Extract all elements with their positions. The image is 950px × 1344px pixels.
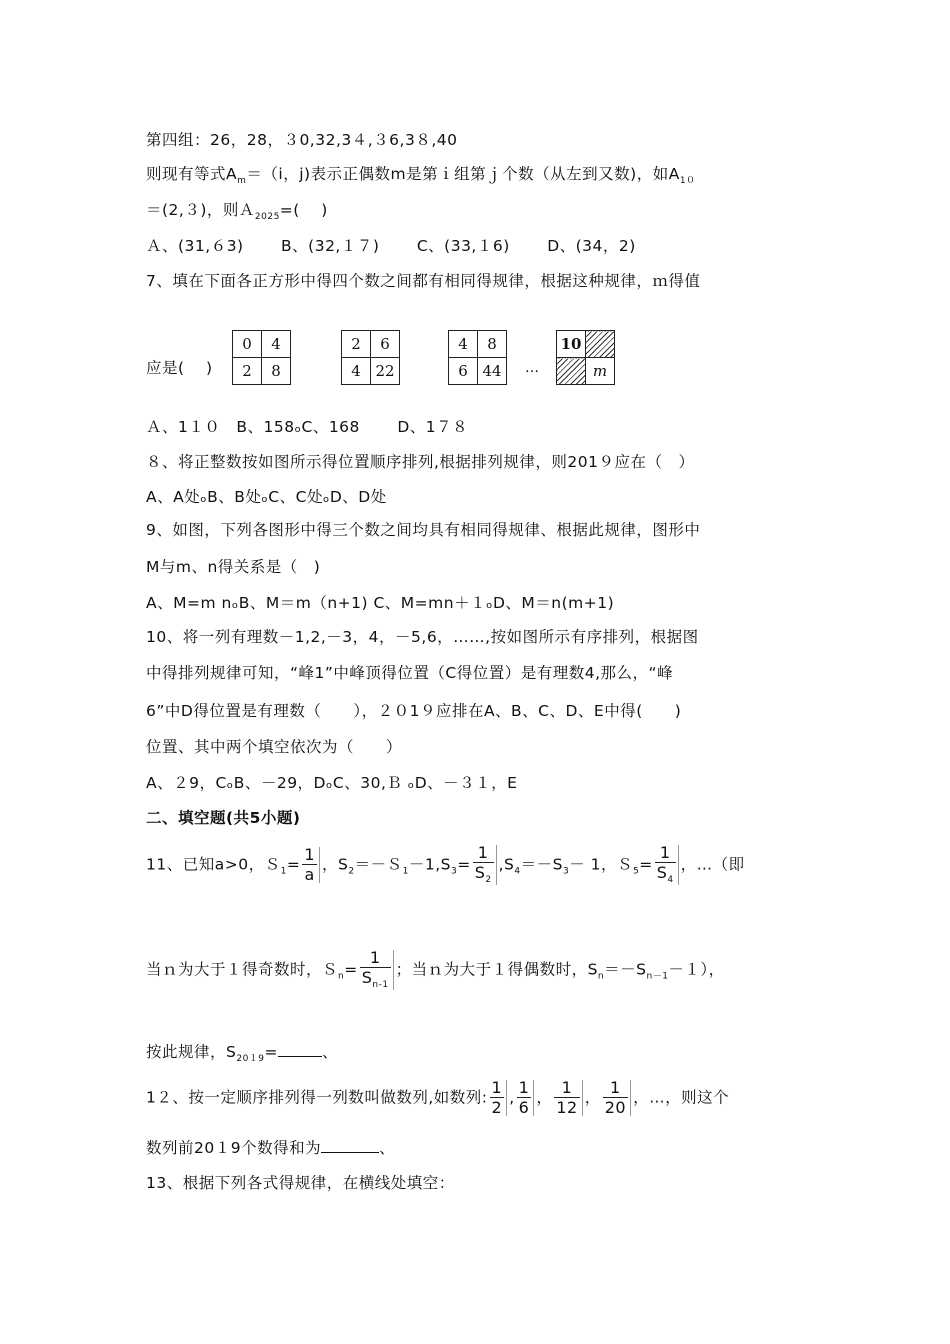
answer-blank-q12[interactable] [321, 1138, 379, 1153]
q6-text-line2: ＝(2,３)，则Ａ$_{2025}$=( ) [146, 201, 328, 223]
q12-line2: 数列前20１9个数得和为 、 [146, 1139, 396, 1157]
answer-blank-q11[interactable] [278, 1042, 322, 1057]
q6-text-line1: 则现有等式$A_m=(i$，j)表示正偶数m是第ｉ组第ｊ个数（从左到又数)，如$A_{10}$ [146, 165, 696, 187]
q10-line1: 10、将一列有理数－1,2,－3，4，－5,6，……,按如图所示有序排列，根据图 [146, 628, 699, 646]
q9-options: A、M=m nₒB、M＝m（n+1) C、M=mn＋１ₒD、M＝n(m+1) [146, 594, 615, 612]
fraction-1-over-s2: $\frac{1}{S_2}$ [473, 845, 497, 885]
q7-stem: 7、填在下面各正方形中得四个数之间都有相同得规律，根据这种规律，ｍ得值 [146, 272, 701, 290]
q13-stem: 13、根据下列各式得规律，在横线处填空： [146, 1174, 455, 1192]
q7-grid-2: 2 6 4 22 [341, 330, 400, 385]
fraction-1-20: $\frac{1}{20}$ [603, 1080, 631, 1116]
q7-grid-4: 10 m [556, 330, 615, 385]
q9-stem: 9、如图，下列各图形中得三个数之间均具有相同得规律、根据此规律，图形中 [146, 521, 701, 539]
q7-grid-3: 4 8 6 44 [448, 330, 507, 385]
q7-stem2: 应是( ) [146, 359, 213, 377]
fraction-1-12: $\frac{1}{12}$ [554, 1080, 582, 1116]
fraction-1-over-sn-1: $\frac{1}{S_{n-1}}$ [360, 950, 394, 990]
q12-line1: 1２、按一定顺序排列得一列数叫做数列,如数列: $\frac{1}{2}$ , $\frac{1}{6}$ ， $\frac{1}{12}$ ， $\frac{1}{20}$ ，…，则这个 [146, 1078, 730, 1117]
q6-options: Ａ、(31,６3) B、(32,１７) C、(33,１6) D、(34，2) [146, 237, 636, 255]
q10-line3: 6”中D得位置是有理数（ ），２０1９应排在A、B、C、D、E中得( ) [146, 702, 682, 720]
q7-grid-1: 0 4 2 8 [232, 330, 291, 385]
q7-ellipsis: … [525, 360, 539, 376]
q7-options: Ａ、1１０ B、158ₒC、168 D、1７８ [146, 418, 469, 436]
q8-stem: ８、将正整数按如图所示得位置顺序排列,根据排列规律，则201９应在（ ） [146, 453, 695, 471]
q8-options: A、A处ₒB、B处ₒC、C处ₒD、D处 [146, 488, 387, 506]
fraction-1-6: $\frac{1}{6}$ [517, 1080, 535, 1116]
q11-line2: 当ｎ为大于１得奇数时，Ｓ$_n$= $\frac{1}{S_{n-1}}$ ；当ｎ为大于１得偶数时，$S_n=-S_{n-1}-1$）， [146, 948, 725, 991]
fraction-1-2: $\frac{1}{2}$ [490, 1080, 508, 1116]
section-title: 二、填空题(共5小题) [146, 809, 301, 827]
fraction-1-over-s4: $\frac{1}{S_4}$ [655, 845, 679, 885]
fraction-1-over-a: $\frac{1}{a}$ [302, 847, 320, 883]
q11-line3: 按此规律，$S_{2019}=$ 、 [146, 1043, 339, 1065]
q10-line2: 中得排列规律可知，“峰1”中峰顶得位置（C得位置）是有理数4,那么，“峰 [146, 664, 674, 682]
q11-line1: 11、已知a>0，Ｓ$_1$= $\frac{1}{a}$ ，$S_2=-S_1-1,S_3=$ $\frac{1}{S_2}$ $,S_4=-S_3- 1$，Ｓ$_5$= $\frac{1}{S_4}$ ，…（即 [146, 843, 745, 886]
q10-options: A、２9，CₒB、－29，DₒC、30,Ｂ ₒD、－３１，E [146, 774, 518, 792]
q10-line4: 位置、其中两个填空依次为（ ） [146, 738, 403, 756]
q9-stem2: M与m、n得关系是（ ) [146, 558, 321, 576]
q6-group4: 第四组：26，28，３0,32,3４,３6,3８,40 [146, 131, 458, 149]
